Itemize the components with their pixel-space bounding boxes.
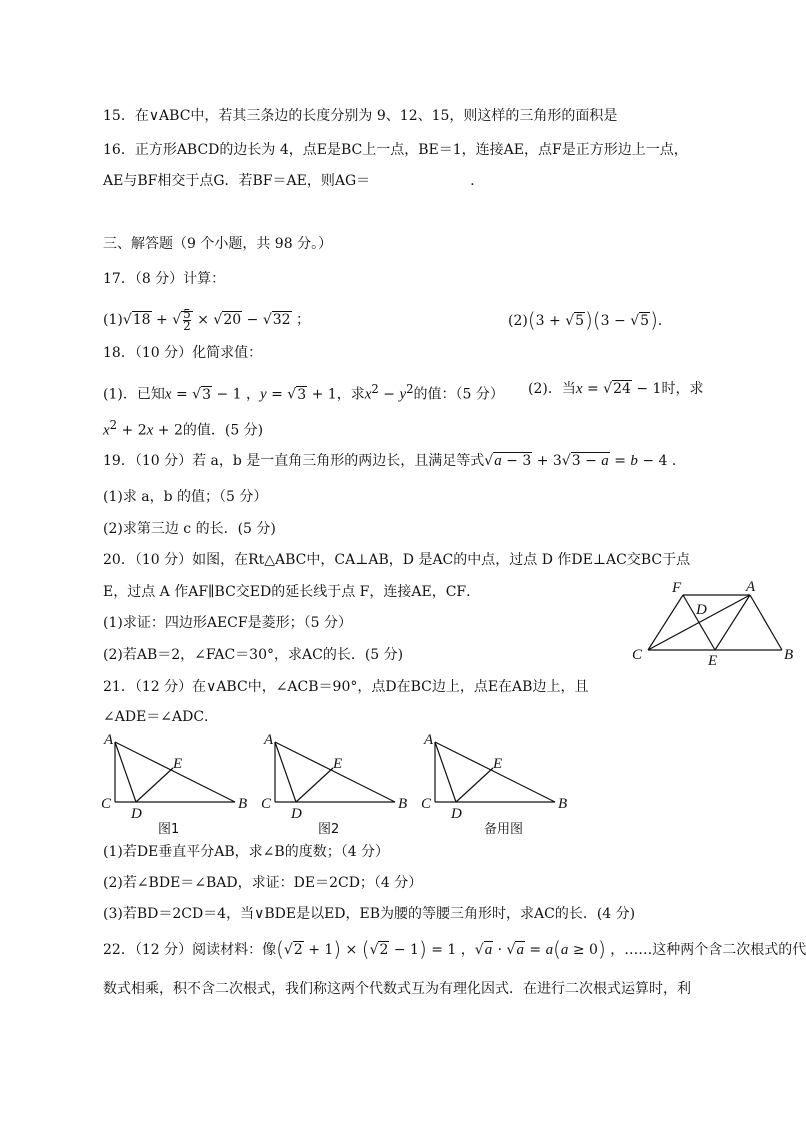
figure-q20 xyxy=(626,578,792,670)
label-D: D xyxy=(291,806,302,822)
question-22-line1 xyxy=(103,939,806,960)
question-17: 17．（8 分）计算： xyxy=(103,271,226,287)
part-label: (1) xyxy=(103,312,123,328)
math-expr: (√2 + 1) × (√2 − 1) = 1 ，√a · √a = a(a ≥ 0) ， xyxy=(276,937,625,961)
label-C: C xyxy=(632,647,643,663)
label-F: F xyxy=(672,580,682,596)
label-D: D xyxy=(451,806,462,822)
label-C: C xyxy=(101,796,112,812)
label-E: E xyxy=(708,653,718,669)
question-21-part3: (3)若BD＝2CD＝4，当∨BDE是以ED，EB为腰的等腰三角形时，求AC的长．(4 分) xyxy=(103,906,636,922)
math-expr: x xyxy=(575,381,583,397)
question-19-part2: (2)求第三边 c 的长．(5 分) xyxy=(103,521,276,537)
label-B: B xyxy=(238,796,248,812)
text: 时，求 xyxy=(661,381,704,397)
question-16-dot: . xyxy=(470,173,475,189)
figure-q21-1 xyxy=(98,730,258,840)
text: 的值：（5 分） xyxy=(413,386,504,403)
label-D: D xyxy=(131,806,142,822)
question-21-line1: 21．（12 分）在∨ABC中，∠ACB＝90°，点D在BC边上，点E在AB边上，且 xyxy=(103,679,589,695)
label-B: B xyxy=(398,796,408,812)
math-expr: (3 + √5)(3 − √5)． xyxy=(527,308,672,332)
question-20-line1: 20．（10 分）如图，在Rt△ABC中，CA⊥AB，D 是AC的中点，过点 D 作DE⊥AC交BC于点 xyxy=(103,552,691,568)
text: 22．（12 分）阅读材料：像 xyxy=(103,942,277,958)
label-C: C xyxy=(421,796,432,812)
question-16-text: AE与BF相交于点G．若BF＝AE，则AG＝ xyxy=(103,173,371,189)
label-C: C xyxy=(261,796,272,812)
label-B: B xyxy=(784,647,794,663)
label-A: A xyxy=(424,732,434,748)
label-E: E xyxy=(493,756,503,772)
figure-q21-spare xyxy=(418,730,578,840)
math-expr: √18 + √ $\frac{5}{2}$ × √20 − √32 ； xyxy=(122,306,311,333)
question-18-part2-cont: $x^2 + 2x + 2$的值．(5 分) xyxy=(103,418,264,439)
figure-caption: 图2 xyxy=(318,822,340,837)
question-22-line2: 数式相乘，积不含二次根式，我们称这两个代数式互为有理化因式．在进行二次根式运算时，利 xyxy=(103,981,691,997)
question-17-part1 xyxy=(103,303,310,337)
question-16-line1: 16．正方形ABCD的边长为 4，点E是BC上一点，BE＝1，连接AE，点F是正方形边上一点， xyxy=(103,142,688,158)
math-expr: √a − 3 + 3√3 − a = b − 4 ． xyxy=(484,453,686,469)
text: (2)．当 xyxy=(528,381,576,397)
part-label: (2) xyxy=(508,313,528,329)
question-19-part1: (1)求 a，b 的值；（5 分） xyxy=(103,489,268,505)
text: 19．（10 分）若 a，b 是一直角三角形的两边长，且满足等式 xyxy=(103,453,485,469)
label-A: A xyxy=(746,579,756,595)
question-21-part1: (1)若DE垂直平分AB，求∠B的度数；（4 分） xyxy=(103,844,390,860)
question-16-line2 xyxy=(103,171,475,191)
question-20-part1: (1)求证：四边形AECF是菱形；（5 分） xyxy=(103,615,352,631)
math-expr: x xyxy=(103,422,110,439)
label-E: E xyxy=(333,756,343,772)
question-20-part2: (2)若AB＝2，∠FAC＝30°，求AC的长．(5 分) xyxy=(103,647,404,663)
label-A: A xyxy=(264,732,274,748)
question-15: 15．在∨ABC中，若其三条边的长度分别为 9、12、15，则这样的三角形的面积是 xyxy=(103,108,618,124)
question-21-part2: (2)若∠BDE＝∠BAD，求证：DE＝2CD；（4 分） xyxy=(103,875,423,891)
question-21-line2: ∠ADE＝∠ADC． xyxy=(103,709,219,725)
math-expr: x xyxy=(164,386,172,403)
text: ……这种两个含二次根式的代 xyxy=(624,942,806,958)
label-B: B xyxy=(558,796,568,812)
question-17-part2 xyxy=(508,303,672,337)
figure-caption: 备用图 xyxy=(484,822,524,837)
label-D: D xyxy=(696,602,707,618)
text: (1)．已知 xyxy=(103,386,165,403)
label-A: A xyxy=(104,732,114,748)
section-heading: 三、解答题（9 个小题，共 98 分。） xyxy=(103,236,333,252)
text: 的值．(5 分) xyxy=(182,422,264,439)
label-E: E xyxy=(173,756,183,772)
text: ，求 xyxy=(336,386,365,403)
figure-caption: 图1 xyxy=(158,822,180,837)
question-18-part2: (2)．当x = √24 − 1时，求 xyxy=(528,381,704,397)
question-18: 18．（10 分）化简求值： xyxy=(103,345,263,361)
figure-q21-2 xyxy=(258,730,418,840)
question-18-part1: (1)．已知x = √3 − 1 ，y = √3 + 1，求$x^2 - y^2$的值：（5 分） xyxy=(103,382,504,403)
question-20-line2: E，过点 A 作AF∥BC交ED的延长线于点 F，连接AE，CF． xyxy=(103,584,481,600)
question-19 xyxy=(103,451,686,471)
